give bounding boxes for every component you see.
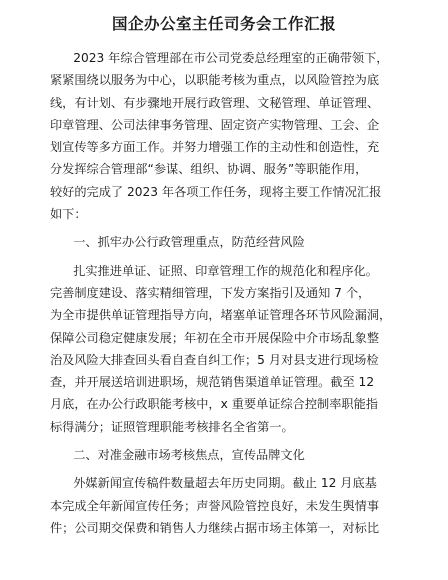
paragraph-line: 一、抓牢办公行政管理重点，防范经营风险: [50, 235, 305, 250]
document-title: 国企办公室主任司务会工作汇报: [111, 15, 336, 33]
document-body: [50, 47, 398, 539]
paragraph-line: 如下：: [50, 207, 87, 222]
paragraph-line: 件；公司期交保费和销售人力继续占据市场主体第一，对标比: [50, 520, 380, 535]
paragraph-line: 查，并开展送培训进职场，规范销售渠道单证管理。截至 12: [50, 375, 375, 390]
paragraph-line: 完善制度建设、落实精细管理，下发方案指引及通知 7 个，: [50, 285, 371, 300]
paragraph-line: 较好的完成了 2023 年各项工作任务，现将主要工作情况汇报: [50, 184, 382, 199]
paragraph-line: 扎实推进单证、证照、印章管理工作的规范化和程序化。: [50, 263, 378, 278]
paragraph-line: 线，有计划、有步骤地开展行政管理、文秘管理、单证管理、: [50, 95, 380, 110]
paragraph: [50, 260, 398, 438]
paragraph-line: 外媒新闻宣传稿件数量超去年历史同期。截止 12 月底基: [50, 476, 377, 491]
paragraph: [50, 472, 398, 539]
paragraph-line: 为全市提供单证管理指导方向，堵塞单证管理各环节风险漏洞，: [50, 308, 392, 323]
paragraph: [50, 231, 398, 253]
paragraph-line: 本完成全年新闻宣传任务；声誉风险管控良好，未发生舆情事: [50, 498, 380, 513]
paragraph-line: 治及风险大排查回头看自查自纠工作；5 月对县支进行现场检: [50, 352, 379, 367]
paragraph-line: 紧紧围绕以服务为中心，以职能考核为重点，以风险管控为底: [50, 73, 380, 88]
paragraph-line: 二、对准金融市场考核焦点，宣传品牌文化: [50, 448, 305, 463]
paragraph: [50, 444, 398, 466]
paragraph-line: 标得满分；证照管理职能考核排名全省第一。: [50, 419, 294, 434]
paragraph-line: 印章管理、公司法律事务管理、固定资产实物管理、工会、企: [50, 117, 380, 132]
paragraph-line: 保障公司稳定健康发展；年初在全市开展保险中介市场乱象整: [50, 330, 380, 345]
paragraph-line: 月底，在办公行政职能考核中，x 重要单证综合控制率职能指: [50, 397, 378, 412]
paragraph-line: 分发挥综合管理部“参谋、组织、协调、服务”等职能作用，: [50, 162, 368, 177]
paragraph-line: 划宣传等多方面工作。并努力增强工作的主动性和创造性，充: [50, 140, 380, 155]
paragraph: [50, 47, 398, 225]
paragraph-line: 2023 年综合管理部在市公司党委总经理室的正确带领下，: [50, 51, 389, 65]
